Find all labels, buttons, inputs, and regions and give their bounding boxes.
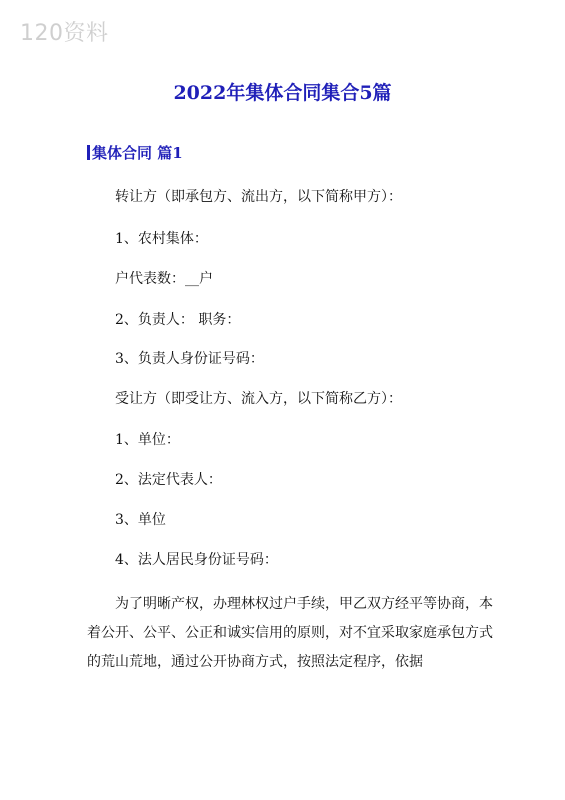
document-title: 2022年集体合同集合5篇 [173,82,392,104]
section-heading-text: 集体合同 篇1 [92,144,183,162]
section-marker-bar-icon [87,145,90,160]
clause-line: 户代表数：__户 [115,271,213,287]
section-heading [87,142,183,163]
clause-line: 3、单位 [115,512,166,528]
clause-line: 1、农村集体： [115,231,208,247]
body-paragraph: 为了明晰产权，办理林权过户手续，甲乙双方经平等协商，本着公开、公平、公正和诚实信用的原则，对不宜采取家庭承包方式的荒山荒地，通过公开协商方式，按照法定程序，依据 [87,596,493,670]
clause-line: 2、法定代表人： [115,472,222,488]
clause-line: 受让方（即受让方、流入方，以下简称乙方）： [115,391,402,407]
clause-line: 4、法人居民身份证号码： [115,552,278,568]
clause-line: 3、负责人身份证号码： [115,351,264,367]
clause-line: 2、负责人： 职务： [115,312,241,328]
clause-line: 1、单位： [115,432,180,448]
watermark-logo: 120资料 [20,21,109,46]
clause-line: 转让方（即承包方、流出方，以下简称甲方）： [115,189,402,205]
